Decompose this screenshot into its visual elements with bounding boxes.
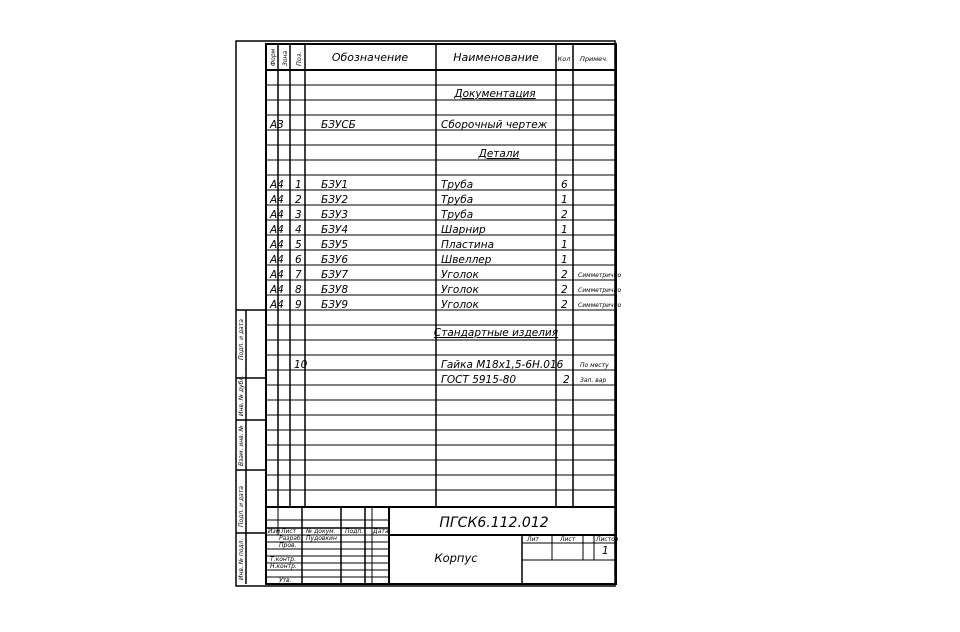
part-format: А4 — [270, 269, 284, 281]
section-parts: Детали — [478, 148, 520, 160]
part-format: А4 — [270, 299, 284, 311]
standard-pos: 10 — [294, 359, 308, 371]
standard-note-line1: По месту — [580, 362, 609, 369]
part-designation: БЗУ4 — [321, 224, 349, 236]
part-qty: 2 — [561, 284, 568, 296]
tb-col-izm: Изм — [268, 528, 281, 535]
table-row — [269, 254, 568, 266]
part-name: Труба — [441, 179, 474, 191]
col-designation-header: Обозначение — [331, 51, 409, 64]
tb-col-date: Дата — [373, 528, 389, 535]
part-designation: БЗУ6 — [321, 254, 349, 266]
doc-name: Сборочный чертеж — [441, 119, 548, 131]
tb-col-doc: № докум. — [306, 528, 336, 535]
margin-inv-podl: Инв. № подл. — [238, 538, 245, 580]
part-name: Уголок — [441, 269, 479, 281]
part-qty: 2 — [561, 209, 568, 221]
part-pos: 2 — [295, 194, 302, 206]
part-qty: 2 — [561, 269, 568, 281]
col-pos-header: Поз. — [295, 51, 303, 66]
part-qty: 6 — [561, 179, 568, 191]
part-name: Уголок — [441, 284, 479, 296]
part-name: Шарнир — [441, 224, 486, 236]
tb-sheet-label: Лист — [560, 536, 576, 543]
part-format: А4 — [270, 224, 284, 236]
part-qty: 1 — [561, 194, 568, 206]
margin-sign-date-2: Подп. и дата — [238, 486, 245, 527]
tb-dev-name: Пудовкин — [306, 535, 337, 542]
table-row — [269, 239, 568, 251]
table-row — [269, 194, 568, 206]
standard-name-line2: ГОСТ 5915-80 — [441, 374, 517, 386]
doc-format: А3 — [270, 119, 284, 131]
tb-role-approved: Утв. — [279, 577, 292, 584]
part-pos: 8 — [295, 284, 302, 296]
col-zone-header: Зона — [282, 50, 289, 66]
part-designation: БЗУ5 — [321, 239, 349, 251]
part-note: Симметрично — [578, 272, 622, 279]
table-row — [269, 224, 568, 236]
part-name: Уголок — [441, 299, 479, 311]
part-qty: 1 — [561, 239, 568, 251]
table-row — [269, 209, 568, 221]
col-note-header: Примеч. — [579, 55, 609, 63]
margin-inv-dubl: Инв. № дубл. — [238, 374, 245, 416]
part-format: А4 — [270, 179, 284, 191]
part-pos: 9 — [295, 299, 302, 311]
part-pos: 7 — [295, 269, 302, 281]
part-pos: 5 — [295, 239, 302, 251]
col-qty-header: Кол — [557, 55, 571, 63]
part-designation: БЗУ2 — [321, 194, 349, 206]
margin-vzam-inv: Взам. инв. № — [238, 425, 245, 466]
part-pos: 3 — [295, 209, 302, 221]
part-name: Труба — [441, 209, 474, 221]
standard-note-line2: Зап. вар — [580, 377, 607, 384]
table-row — [269, 284, 622, 296]
part-format: А4 — [270, 209, 284, 221]
tb-col-sign: Подп. — [345, 528, 364, 535]
document-title: Корпус — [434, 551, 478, 565]
table-row — [269, 269, 622, 281]
part-note: Симметрично — [578, 302, 622, 309]
part-pos: 1 — [295, 179, 302, 191]
part-format: А4 — [270, 239, 284, 251]
part-format: А4 — [270, 284, 284, 296]
tb-role-tcontr: Т.контр. — [270, 556, 297, 563]
margin-sign-date-1: Подп. и дата — [238, 319, 245, 360]
tb-col-list: Лист — [281, 528, 297, 535]
part-pos: 6 — [295, 254, 302, 266]
part-designation: БЗУ8 — [321, 284, 349, 296]
tb-lit-label: Лит — [527, 536, 539, 543]
col-format-header: Форм — [270, 48, 277, 66]
part-qty: 1 — [561, 224, 568, 236]
part-pos: 4 — [295, 224, 302, 236]
sheet-border — [236, 41, 615, 586]
part-name: Пластина — [441, 239, 495, 251]
table-row — [269, 299, 622, 311]
tb-role-dev: Разраб. — [279, 535, 303, 542]
tb-sheets-label: Листов — [596, 536, 619, 543]
part-designation: БЗУ9 — [321, 299, 349, 311]
col-name-header: Наименование — [453, 51, 539, 64]
part-name: Швеллер — [441, 254, 492, 266]
doc-designation: БЗУСБ — [321, 119, 356, 131]
part-designation: БЗУ7 — [321, 269, 349, 281]
document-code: ПГСК6.112.012 — [439, 515, 549, 531]
part-format: А4 — [270, 254, 284, 266]
part-designation: БЗУ3 — [321, 209, 349, 221]
part-qty: 2 — [561, 299, 568, 311]
part-designation: БЗУ1 — [321, 179, 349, 191]
section-documentation: Документация — [454, 88, 536, 100]
standard-name-line1: Гайка М18х1,5-6Н.016 — [441, 359, 564, 371]
parts-table — [269, 179, 622, 311]
part-name: Труба — [441, 194, 474, 206]
part-format: А4 — [270, 194, 284, 206]
section-standard-items: Стандартные изделия — [433, 327, 559, 339]
part-qty: 1 — [561, 254, 568, 266]
tb-sheets-value: 1 — [602, 545, 609, 557]
part-note: Симметрично — [578, 287, 622, 294]
tb-role-check: Пров. — [279, 542, 297, 549]
table-row — [269, 179, 568, 191]
tb-role-ncontr: Н.контр. — [270, 563, 297, 570]
standard-qty: 2 — [563, 374, 570, 386]
